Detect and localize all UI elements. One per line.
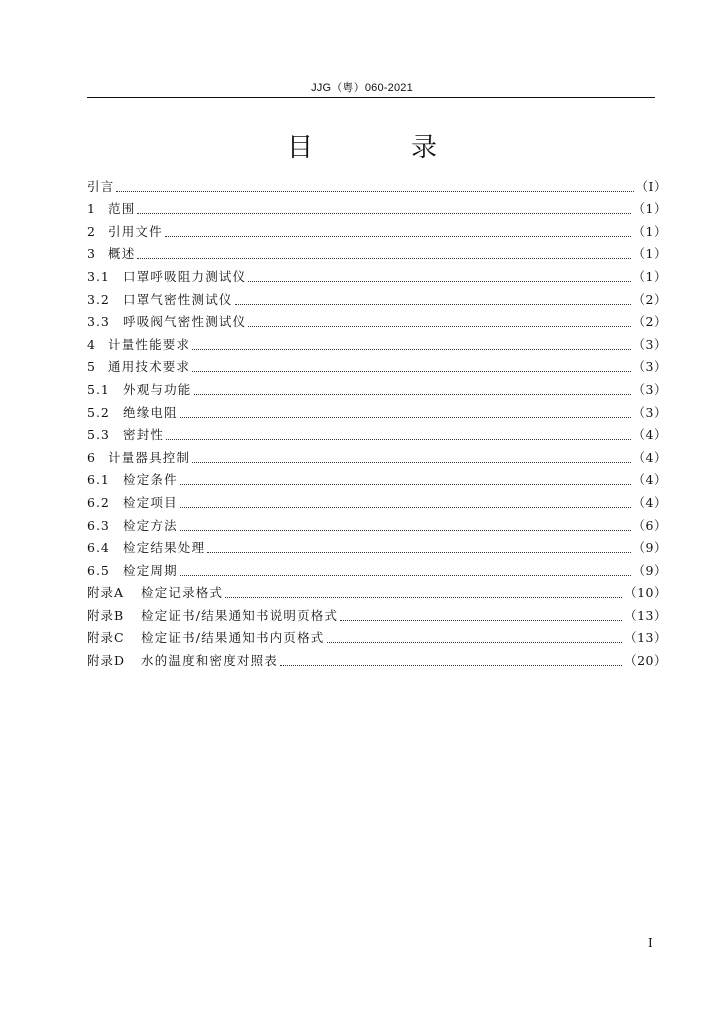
toc-entry-title: 外观与功能	[123, 381, 192, 397]
toc-entry-title: 检定记录格式	[141, 585, 224, 601]
toc-entry-number: 2	[87, 223, 96, 239]
toc-entry-number: 5	[87, 359, 96, 375]
toc-entry-page: （3）	[632, 381, 667, 397]
toc-entry	[87, 559, 667, 582]
toc-entry	[87, 356, 667, 379]
toc-entry-number: 5.2	[87, 404, 110, 420]
toc-entry	[87, 401, 667, 424]
table-of-contents	[87, 175, 667, 672]
page-number: I	[648, 936, 653, 950]
toc-entry-number: 1	[87, 201, 96, 217]
toc-dot-leader	[327, 641, 623, 643]
toc-entry-title: 检定证书/结果通知书内页格式	[141, 630, 325, 646]
toc-dot-leader	[137, 257, 630, 259]
toc-entry-page: （4）	[632, 449, 667, 465]
toc-entry	[87, 491, 667, 514]
toc-entry-title: 检定项目	[123, 494, 178, 510]
toc-dot-leader	[207, 551, 630, 553]
toc-entry-title: 计量性能要求	[108, 336, 191, 352]
toc-entry-title: 检定结果处理	[123, 540, 206, 556]
toc-dot-leader	[180, 574, 631, 576]
document-header-code: JJG（粤）060-2021	[311, 82, 413, 94]
toc-entry-page: （2）	[632, 291, 667, 307]
toc-entry	[87, 265, 667, 288]
toc-entry	[87, 175, 667, 198]
toc-entry-title: 口罩气密性测试仪	[123, 291, 233, 307]
toc-entry-number: 4	[87, 336, 96, 352]
toc-dot-leader	[180, 506, 631, 508]
toc-entry-number: 附录B	[87, 607, 125, 623]
toc-entry-number: 6.1	[87, 472, 110, 488]
toc-entry	[87, 649, 667, 672]
toc-entry-page: （3）	[632, 404, 667, 420]
toc-entry-number: 6.3	[87, 517, 110, 533]
toc-entry-title: 通用技术要求	[108, 359, 191, 375]
toc-entry	[87, 288, 667, 311]
toc-dot-leader	[192, 461, 630, 463]
toc-entry-page: （2）	[632, 314, 667, 330]
toc-entry-number: 6.2	[87, 494, 110, 510]
toc-entry-title: 概述	[108, 246, 136, 262]
toc-entry-page: （9）	[632, 540, 667, 556]
toc-entry	[87, 469, 667, 492]
toc-dot-leader	[180, 529, 631, 531]
toc-entry-page: （3）	[632, 336, 667, 352]
toc-entry-page: （1）	[632, 201, 667, 217]
toc-entry-page: （I）	[635, 178, 667, 194]
toc-dot-leader	[192, 370, 630, 372]
toc-entry-number: 3.3	[87, 314, 110, 330]
toc-entry	[87, 446, 667, 469]
toc-entry	[87, 243, 667, 266]
toc-entry	[87, 582, 667, 605]
toc-entry-page: （6）	[632, 517, 667, 533]
toc-entry-number: 附录D	[87, 653, 126, 669]
toc-entry	[87, 537, 667, 560]
toc-entry-page: （20）	[624, 653, 667, 669]
toc-entry-title: 引言	[87, 178, 115, 194]
toc-entry-number: 附录C	[87, 630, 125, 646]
toc-entry-number: 5.1	[87, 381, 110, 397]
toc-dot-leader	[225, 596, 622, 598]
toc-dot-leader	[194, 393, 631, 395]
toc-entry-title: 检定证书/结果通知书说明页格式	[141, 607, 339, 623]
toc-entry	[87, 333, 667, 356]
toc-entry-number: 3.2	[87, 291, 110, 307]
toc-entry-number: 3	[87, 246, 96, 262]
toc-dot-leader	[248, 325, 630, 327]
toc-entry-title: 检定方法	[123, 517, 178, 533]
toc-entry	[87, 220, 667, 243]
toc-entry-number: 5.3	[87, 427, 110, 443]
toc-dot-leader	[192, 348, 630, 350]
toc-entry-page: （1）	[632, 223, 667, 239]
toc-entry-title: 检定条件	[123, 472, 178, 488]
toc-entry-number: 6	[87, 449, 96, 465]
toc-entry-title: 范围	[108, 201, 136, 217]
toc-entry-page: （3）	[632, 359, 667, 375]
toc-entry-title: 口罩呼吸阻力测试仪	[123, 268, 247, 284]
toc-dot-leader	[180, 416, 631, 418]
toc-entry-page: （4）	[632, 472, 667, 488]
toc-entry-number: 附录A	[87, 585, 125, 601]
toc-entry-title: 引用文件	[108, 223, 163, 239]
header-divider	[87, 97, 655, 98]
toc-entry	[87, 604, 667, 627]
toc-entry-title: 计量器具控制	[108, 449, 191, 465]
toc-dot-leader	[116, 190, 633, 192]
toc-dot-leader	[248, 280, 630, 282]
toc-dot-leader	[166, 438, 630, 440]
toc-entry-page: （4）	[632, 427, 667, 443]
toc-entry	[87, 198, 667, 221]
toc-entry-title: 检定周期	[123, 562, 178, 578]
toc-entry-page: （10）	[624, 585, 667, 601]
toc-entry-page: （13）	[624, 630, 667, 646]
toc-dot-leader	[235, 303, 631, 305]
toc-entry-page: （1）	[632, 268, 667, 284]
toc-entry-page: （9）	[632, 562, 667, 578]
toc-entry-title: 呼吸阀气密性测试仪	[123, 314, 247, 330]
toc-dot-leader	[280, 664, 622, 666]
toc-entry-title: 水的温度和密度对照表	[141, 653, 279, 669]
toc-entry-number: 6.5	[87, 562, 110, 578]
toc-entry-page: （4）	[632, 494, 667, 510]
page-title: 目 录	[286, 133, 473, 163]
toc-entry	[87, 514, 667, 537]
toc-entry	[87, 424, 667, 447]
toc-dot-leader	[180, 483, 631, 485]
toc-entry-title: 密封性	[123, 427, 165, 443]
toc-entry	[87, 311, 667, 334]
toc-entry	[87, 378, 667, 401]
toc-dot-leader	[340, 619, 622, 621]
toc-entry-number: 6.4	[87, 540, 110, 556]
toc-dot-leader	[137, 212, 630, 214]
toc-entry-title: 绝缘电阻	[123, 404, 178, 420]
toc-entry-number: 3.1	[87, 268, 110, 284]
toc-entry	[87, 627, 667, 650]
toc-dot-leader	[165, 235, 631, 237]
toc-entry-page: （13）	[624, 607, 667, 623]
toc-entry-page: （1）	[632, 246, 667, 262]
